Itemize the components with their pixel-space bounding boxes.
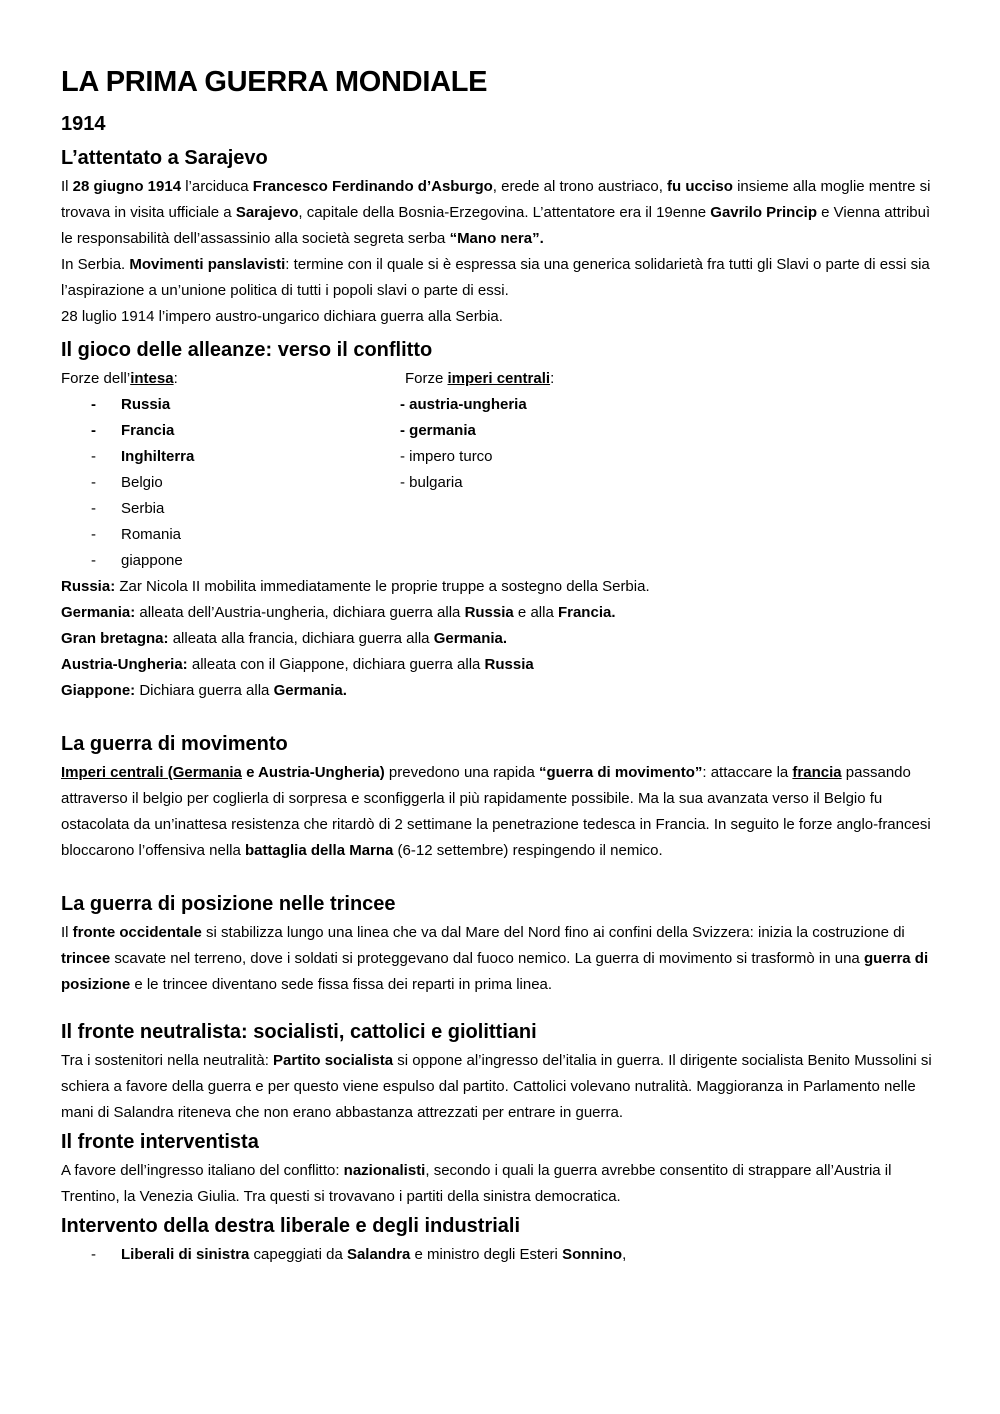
list-item xyxy=(61,392,941,418)
heading-interventista: Il fronte interventista xyxy=(61,1131,259,1153)
heading-destra-liberale: Intervento della destra liberale e degli industriali xyxy=(61,1215,521,1237)
intesa-item: Francia xyxy=(121,422,175,439)
list-item xyxy=(61,444,941,470)
liberali-item: Liberali di sinistra capeggiati da Salandra e ministro degli Esteri Sonnino, xyxy=(121,1246,627,1263)
alliances-list xyxy=(61,392,941,574)
note-russia: Russia: Zar Nicola II mobilita immediatamente le proprie truppe a sostegno della Serbia. xyxy=(61,578,650,595)
heading-alleanze: Il gioco delle alleanze: verso il conflitto xyxy=(61,339,433,361)
imperi-item: - impero turco xyxy=(400,448,493,465)
list-item xyxy=(61,470,941,496)
paragraph-guerra-movimento: Imperi centrali (Germania e Austria-Ungheria) prevedono una rapida “guerra di movimento”: attaccare la francia passando attraverso il belgio per coglierla di sorpresa e sconfiggerla il più rapidamente possibile. Ma la sua avanzata verso il Belgio fu ostacolata da un’inattesa resistenza che ritardò di 2 settimane la penetrazione tedesca in Francia. In seguito le forze anglo-francesi bloccarono l’offensiva nella battaglia della Marna (6-12 settembre) respingendo il nemico. xyxy=(61,764,931,859)
intesa-item: Serbia xyxy=(121,500,165,517)
list-item xyxy=(61,548,941,574)
intesa-item: Romania xyxy=(121,526,182,543)
paragraph-neutralista: Tra i sostenitori nella neutralità: Partito socialista si oppone al’ingresso del’italia in guerra. Il dirigente socialista Benito Mussolini si schiera a favore della guerra e per questo viene espulso dal partito. Cattolici volevano nutralità. Maggioranza in Parlamento nelle mani di Salandra riteneva che non erano abbastanza attrezzati per entrare in guerra. xyxy=(61,1052,932,1121)
list-dash: - xyxy=(91,1246,96,1263)
list-dash: - xyxy=(91,396,96,413)
note-giappone: Giappone: Dichiara guerra alla Germania. xyxy=(61,682,347,699)
list-item xyxy=(61,496,941,522)
list-item xyxy=(61,418,941,444)
intesa-header: Forze dell’intesa: xyxy=(61,370,178,387)
imperi-item: - bulgaria xyxy=(400,474,463,491)
heading-trincee: La guerra di posizione nelle trincee xyxy=(61,893,396,915)
list-dash: - xyxy=(91,526,96,543)
list-item xyxy=(61,522,941,548)
list-item xyxy=(61,1242,941,1268)
imperi-item: - germania xyxy=(400,422,476,439)
note-austria-ungheria: Austria-Ungheria: alleata con il Giappone, dichiara guerra alla Russia xyxy=(61,656,534,673)
list-dash: - xyxy=(91,422,96,439)
note-gran-bretagna: Gran bretagna: alleata alla francia, dichiara guerra alla Germania. xyxy=(61,630,508,647)
list-dash: - xyxy=(91,500,96,517)
document-title: LA PRIMA GUERRA MONDIALE xyxy=(61,66,488,98)
paragraph-panslavisti: In Serbia. Movimenti panslavisti: termine con il quale si è espressa sia una generica solidarietà fra tutti gli Slavi o parte di essi sia l’aspirazione a un’unione politica di tutti i popoli slavi o parte di essi. xyxy=(61,256,930,299)
imperi-item: - austria-ungheria xyxy=(400,396,527,413)
heading-attentato: L’attentato a Sarajevo xyxy=(61,147,268,169)
heading-guerra-movimento: La guerra di movimento xyxy=(61,733,288,755)
list-dash: - xyxy=(91,474,96,491)
alliances-header-row xyxy=(61,366,941,392)
paragraph-dichiarazione: 28 luglio 1914 l’impero austro-ungarico dichiara guerra alla Serbia. xyxy=(61,308,503,325)
intesa-item: Belgio xyxy=(121,474,163,491)
paragraph-trincee: Il fronte occidentale si stabilizza lungo una linea che va dal Mare del Nord fino ai confini della Svizzera: inizia la costruzione di trincee scavate nel terreno, dove i soldati si proteggevano dal fuoco nemico. La guerra di movimento si trasformò in una guerra di posizione e le trincee diventano sede fissa fissa dei reparti in prima linea. xyxy=(61,924,929,993)
imperi-centrali-header: Forze imperi centrali: xyxy=(405,370,555,387)
list-dash: - xyxy=(91,552,96,569)
note-germania: Germania: alleata dell’Austria-ungheria, dichiara guerra alla Russia e alla Francia. xyxy=(61,604,616,621)
heading-neutralista: Il fronte neutralista: socialisti, cattolici e giolittiani xyxy=(61,1021,537,1043)
document-content xyxy=(61,62,941,1268)
intesa-item: giappone xyxy=(121,552,183,569)
list-dash: - xyxy=(91,448,96,465)
intesa-item: Russia xyxy=(121,396,171,413)
paragraph-interventista: A favore dell’ingresso italiano del conflitto: nazionalisti, secondo i quali la guerra avrebbe consentito di strappare all’Austria il Trentino, la Venezia Giulia. Tra questi si trovavano i partiti della sinistra democratica. xyxy=(61,1162,892,1205)
paragraph-attentato: Il 28 giugno 1914 l’arciduca Francesco Ferdinando d’Asburgo, erede al trono austriaco, fu ucciso insieme alla moglie mentre si trovava in visita ufficiale a Sarajevo, capitale della Bosnia-Erzegovina. L’attentatore era il 19enne Gavrilo Princip e Vienna attribuì le responsabilità dell’assassinio alla società segreta serba “Mano nera”. xyxy=(61,178,931,247)
intesa-item: Inghilterra xyxy=(121,448,195,465)
year-heading: 1914 xyxy=(61,113,106,135)
